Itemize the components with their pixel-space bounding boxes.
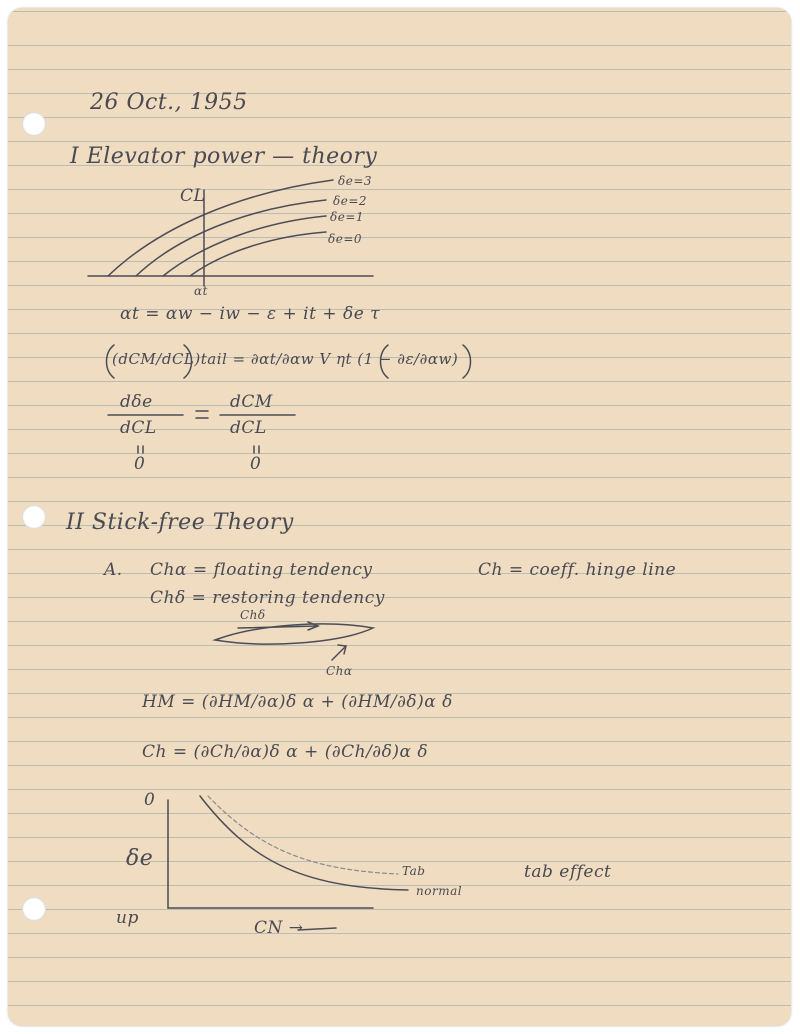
ch-coeff-note: Ch = coeff. hinge line [478,560,677,580]
eq3-lhs-numerator: dδe [120,392,153,412]
graph1-label-de0: δe=0 [328,232,363,246]
graph1-label-de1: δe=1 [330,210,365,224]
equation-alpha-t: αt = αw − iw − ε + it + δe τ [120,304,381,324]
graph1-x-label: αt [194,284,208,298]
eq2-paren2-right [463,345,471,378]
sketch-label-bottom: Chα [326,664,353,678]
graph2-y-top-label: 0 [144,790,156,810]
hinge-moment-equation: HM = (∂HM/∂α)δ α + (∂HM/∂δ)α δ [142,692,453,712]
graph2-x-arrow [298,928,336,930]
graph1-curve-de3 [108,180,333,276]
eq3-rhs-denominator: dCL [230,418,267,438]
graph2-y-label: δe [126,846,154,871]
section1-heading: I Elevator power — theory [70,144,378,169]
graph2-y-bottom-label: up [116,908,139,928]
graph1-label-de3: δe=3 [338,174,373,188]
graph1-curve-de0 [190,232,326,276]
tab-effect-note: tab effect [524,862,612,882]
sketch-label-top: Chδ [240,608,266,622]
item-a-label: A. [104,560,123,580]
airfoil-arrow-top [238,626,318,628]
graph2-x-label: CN → [254,918,304,938]
graph1-y-label: CL [180,186,206,206]
eq3-zero-left: 0 [134,454,146,474]
equation-dcm-dcl-tail: (dCM/dCL)tail = ∂αt/∂αw V ηt (1 − ∂ε/∂αw) [112,350,459,368]
hinge-coefficient-equation: Ch = (∂Ch/∂α)δ α + (∂Ch/∂δ)α δ [142,742,429,762]
graph2-curve-normal [200,796,408,890]
eq3-zero-right: 0 [250,454,262,474]
ch-alpha-definition: Chα = floating tendency [150,560,373,580]
graph2-curve-normal-label: normal [416,884,463,898]
page-date: 26 Oct., 1955 [90,90,248,115]
graph2-curve-tab-label: Tab [402,864,426,878]
graph1-curve-de1 [163,216,326,276]
ch-delta-definition: Chδ = restoring tendency [150,588,385,608]
graph1-label-de2: δe=2 [333,194,368,208]
eq3-rhs-numerator: dCM [230,392,273,412]
section2-heading: II Stick-free Theory [66,510,294,535]
eq3-lhs-denominator: dCL [120,418,157,438]
notebook-page [8,8,791,1026]
